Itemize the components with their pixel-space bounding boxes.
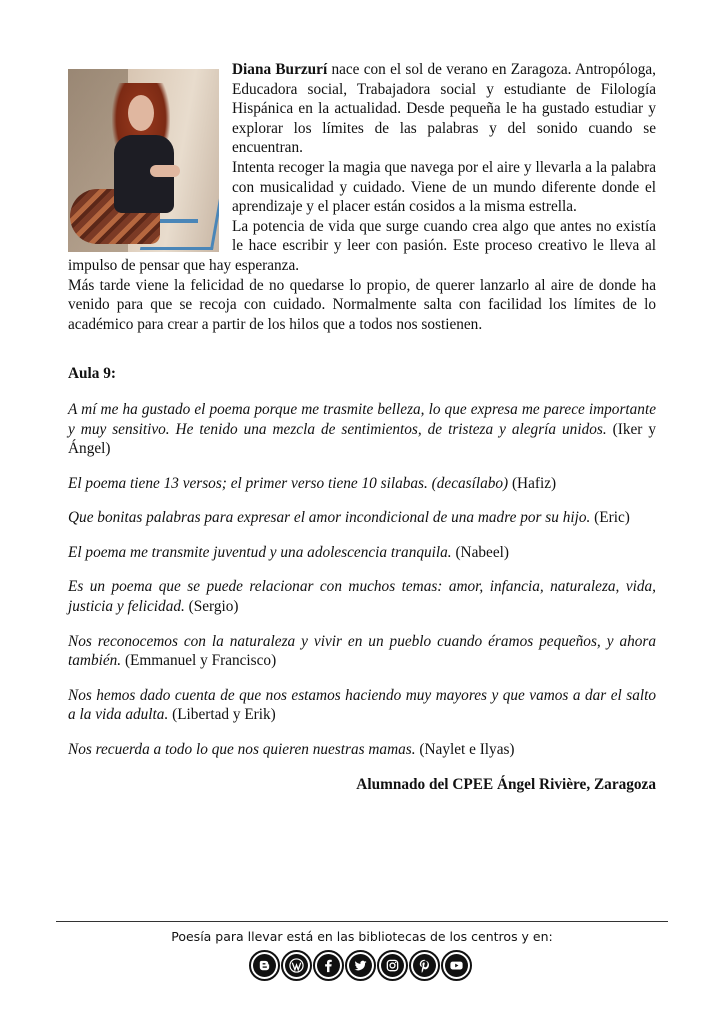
comment-author: (Sergio)	[188, 598, 239, 616]
comment-entry	[68, 474, 656, 494]
footer-text: Poesía para llevar está en las bibliotecas de los centros y en:	[171, 929, 553, 944]
bio-paragraph-4: Más tarde viene la felicidad de no quedarse lo propio, de querer lanzarlo al aire de donde ha venido para que se recoja con cuidado. Normalmente salta con facilidad los límites de lo académico para crear a partir de los hilos que a todos nos sostienen.	[68, 276, 656, 333]
comment-entry	[68, 740, 656, 760]
youtube-icon[interactable]	[441, 950, 472, 981]
blogger-icon[interactable]	[249, 950, 280, 981]
comment-entry	[68, 543, 656, 563]
comment-quote: Nos hemos dado cuenta de que nos estamos haciendo muy mayores y que vamos a dar el salto a la vida adulta.	[68, 686, 656, 724]
comment-quote: El poema tiene 13 versos; el primer verso tiene 10 silabas. (decasílabo)	[68, 474, 509, 492]
comment-quote: Que bonitas palabras para expresar el amor incondicional de una madre por su hijo.	[68, 509, 591, 527]
comment-author: (Iker y Ángel)	[68, 420, 656, 458]
facebook-icon[interactable]	[313, 950, 344, 981]
bio-paragraph-1-text: nace con el sol de verano en Zaragoza. Antropóloga, Educadora social, Trabajadora social y estudiante de Filología Hispánica en la actualidad. Desde pequeña le ha gustado estudiar y explorar los límites de las palabras y del sonido cuando se encuentran.	[232, 61, 656, 157]
twitter-icon[interactable]	[345, 950, 376, 981]
comment-quote: Nos recuerda a todo lo que nos quieren nuestras mamas.	[68, 741, 416, 759]
pinterest-icon[interactable]	[409, 950, 440, 981]
comment-author: (Emmanuel y Francisco)	[124, 652, 277, 670]
comment-entry	[68, 686, 656, 725]
page-content	[68, 60, 656, 810]
author-name: Diana Burzurí	[232, 61, 328, 78]
author-photo	[68, 69, 219, 252]
social-icons	[249, 950, 479, 982]
wordpress-icon[interactable]	[281, 950, 312, 981]
bio-paragraph-3: La potencia de vida que surge cuando crea algo que antes no existía le hace escribir y leer con pasión. Este proceso creativo le lleva al impulso de pensar que hay esperanza.	[68, 217, 656, 274]
comment-author: (Hafiz)	[511, 474, 557, 492]
comment-author: (Naylet e Ilyas)	[419, 741, 515, 759]
signature: Alumnado del CPEE Ángel Rivière, Zaragoza	[356, 775, 656, 793]
comment-author: (Nabeel)	[455, 543, 509, 561]
comment-quote: Nos reconocemos con la naturaleza y vivir en un pueblo cuando éramos pequeños, y ahora también.	[68, 632, 656, 670]
comment-entry	[68, 508, 656, 528]
author-bio	[68, 60, 656, 334]
comment-entry	[68, 400, 656, 459]
comment-entry	[68, 632, 656, 671]
comment-quote: A mí me ha gustado el poema porque me trasmite belleza, lo que expresa me parece importante y muy sensitivo. He tenido una mezcla de sentimientos, de tristeza y alegría unidos.	[68, 400, 656, 438]
comment-quote: Es un poema que se puede relacionar con muchos temas: amor, infancia, naturaleza, vida, justicia y felicidad.	[68, 578, 656, 616]
comment-quote: El poema me transmite juventud y una adolescencia tranquila.	[68, 543, 452, 561]
comment-author: (Libertad y Erik)	[172, 706, 276, 724]
bio-paragraph-2: Intenta recoger la magia que navega por el aire y llevarla a la palabra con musicalidad y cuidado. Viene de un mundo diferente donde el aprendizaje y el placer están cosidos a la misma estrella.	[232, 158, 656, 216]
comment-author: (Eric)	[594, 509, 630, 527]
comment-entry	[68, 577, 656, 616]
footer-divider	[56, 921, 668, 922]
aula-section	[68, 364, 656, 794]
aula-title: Aula 9:	[68, 365, 117, 383]
instagram-icon[interactable]	[377, 950, 408, 981]
